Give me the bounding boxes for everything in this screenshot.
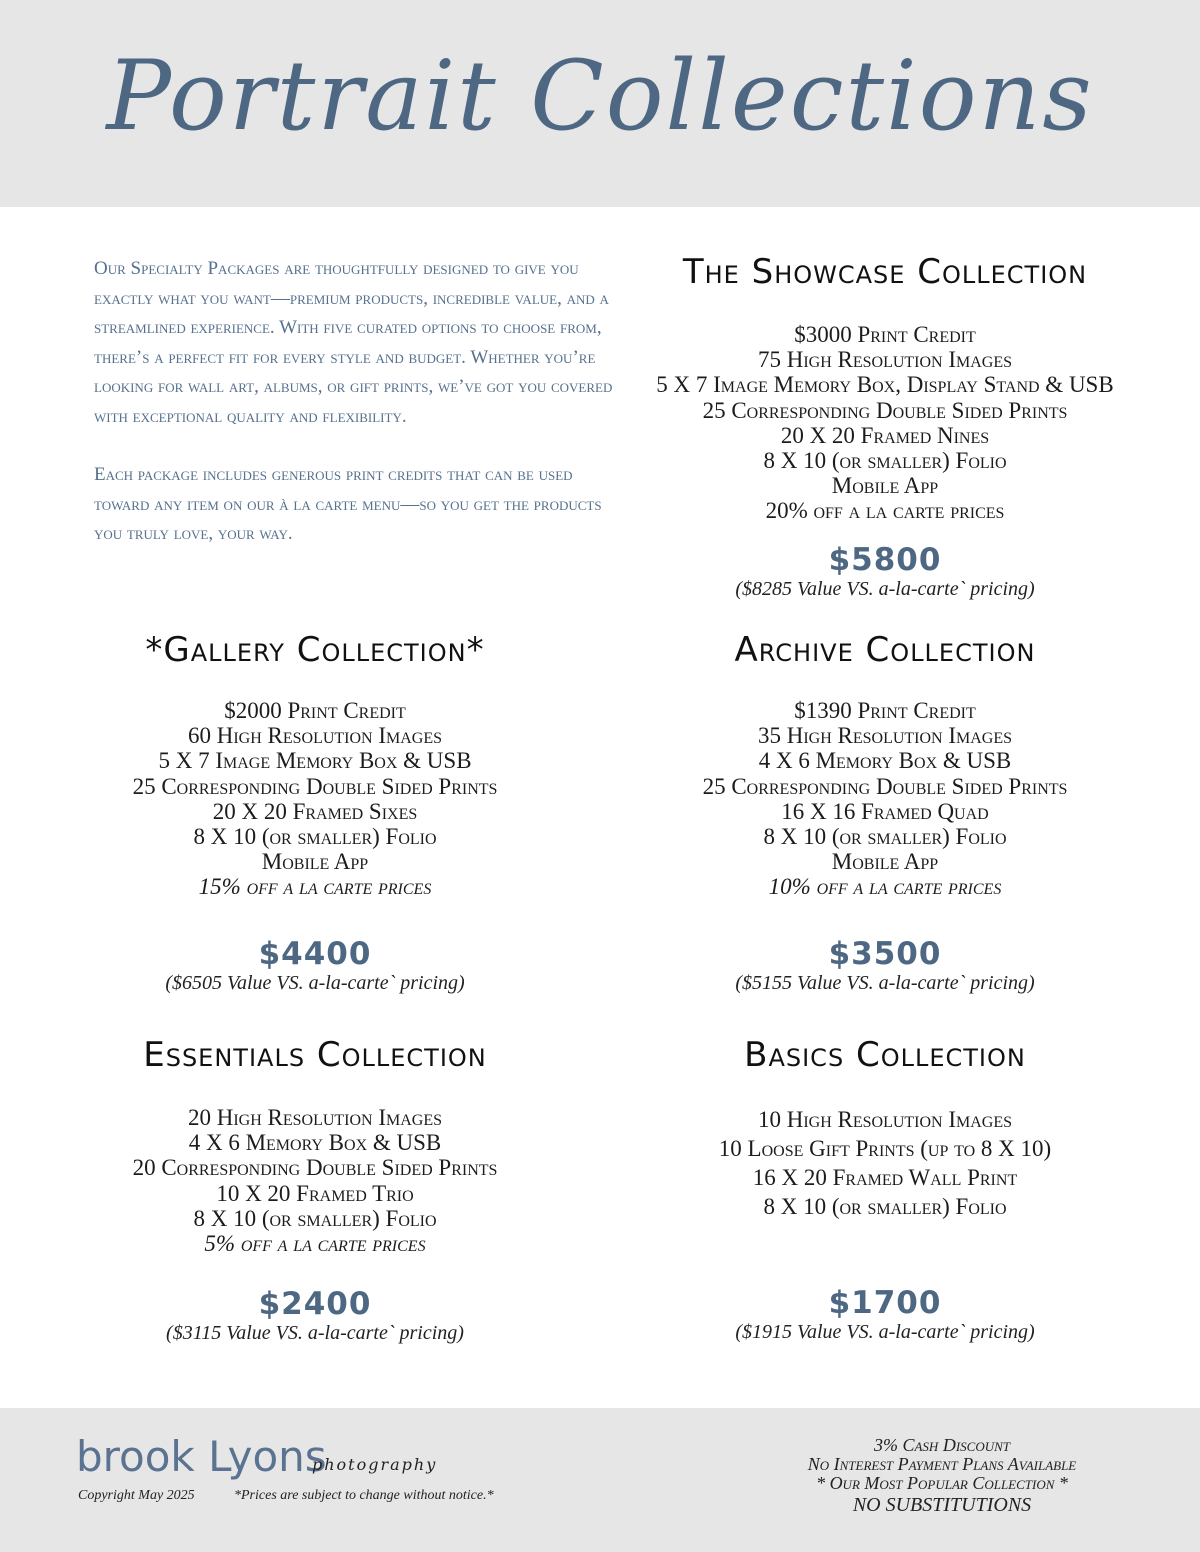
item: 8 X 10 (or smaller) Folio	[763, 448, 1007, 474]
item: Mobile App	[831, 849, 939, 875]
item: 75 High Resolution Images	[757, 347, 1013, 373]
item: 5 X 7 Image Memory Box, Display Stand & USB	[656, 372, 1114, 398]
note-payment-plans: No Interest Payment Plans Available	[807, 1454, 1077, 1474]
item: Mobile App	[261, 849, 369, 875]
collection-price: $5800	[828, 541, 942, 578]
intro-paragraph-1: Our Specialty Packages are thoughtfully designed to give you exactly what you want—premium products, incredible value, and a streamlined experience. With five curated options to choose from, there’s a perfect fit for every style and budget. Whether you’re looking for wall art, albums, or gift prints, we’ve got you covered with exceptional quality and flexibility.	[94, 258, 613, 427]
note-no-substitutions: NO SUBSTITUTIONS	[852, 1494, 1032, 1516]
collection-value: ($8285 Value VS. a-la-carte` pricing)	[735, 577, 1035, 600]
brand-logo-sub: photography	[312, 1455, 438, 1474]
item: 15% off a la carte prices	[198, 874, 432, 900]
item: 10% off a la carte prices	[768, 874, 1002, 900]
collection-title: Archive Collection	[734, 630, 1036, 670]
item: 16 X 20 Framed Wall Print	[752, 1165, 1018, 1190]
item: 20 X 20 Framed Sixes	[212, 798, 418, 824]
item: 10 Loose Gift Prints (up to 8 X 10)	[718, 1136, 1052, 1161]
item: 25 Corresponding Double Sided Prints	[132, 773, 498, 799]
item: 5% off a la carte prices	[204, 1231, 426, 1257]
collection-price: $2400	[258, 1286, 372, 1323]
item: 20% off a la carte prices	[765, 498, 1005, 524]
collection-title: Basics Collection	[744, 1035, 1026, 1075]
item: 5 X 7 Image Memory Box & USB	[158, 748, 472, 774]
collection-items	[590, 322, 1180, 524]
basics-collection	[590, 1035, 1180, 1344]
collection-value: ($5155 Value VS. a-la-carte` pricing)	[735, 971, 1035, 994]
essentials-collection	[20, 1035, 610, 1345]
item: 20 Corresponding Double Sided Prints	[132, 1155, 498, 1181]
item: 8 X 10 (or smaller) Folio	[763, 824, 1007, 850]
archive-collection	[590, 630, 1180, 995]
item: 35 High Resolution Images	[757, 723, 1013, 749]
collection-title: The Showcase Collection	[682, 252, 1088, 292]
item: 4 X 6 Memory Box & USB	[188, 1130, 442, 1156]
item: $3000 Print Credit	[794, 322, 976, 347]
collection-value: ($6505 Value VS. a-la-carte` pricing)	[165, 971, 465, 994]
collection-items	[590, 698, 1180, 900]
item: 20 X 20 Framed Nines	[780, 422, 990, 448]
gallery-collection	[20, 630, 610, 995]
collection-title: Essentials Collection	[143, 1035, 487, 1075]
item: 25 Corresponding Double Sided Prints	[702, 397, 1068, 423]
collection-items	[20, 1105, 610, 1256]
item: 60 High Resolution Images	[187, 723, 443, 749]
price-disclaimer: *Prices are subject to change without notice.*	[234, 1488, 494, 1503]
item: Mobile App	[831, 473, 939, 499]
note-cash-discount: 3% Cash Discount	[873, 1435, 1010, 1455]
collection-items	[590, 1105, 1180, 1221]
intro-paragraph-2: Each package includes generous print credits that can be used toward any item on our à la carte menu—so you get the products you truly love, your way.	[94, 464, 602, 544]
page-title: Portrait Collections	[106, 40, 1094, 152]
collection-price: $4400	[258, 935, 372, 972]
item: $2000 Print Credit	[224, 698, 406, 723]
item: 10 High Resolution Images	[757, 1107, 1013, 1132]
collection-title: *Gallery Collection*	[145, 630, 485, 670]
showcase-collection	[590, 252, 1180, 601]
collection-value: ($1915 Value VS. a-la-carte` pricing)	[735, 1321, 1035, 1343]
item: 8 X 10 (or smaller) Folio	[763, 1194, 1007, 1219]
brand-logo: brook Lyons	[76, 1432, 327, 1481]
note-most-popular: * Our Most Popular Collection *	[816, 1473, 1068, 1493]
footer-notes	[762, 1436, 1122, 1515]
item: 16 X 16 Framed Quad	[781, 798, 989, 824]
item: 8 X 10 (or smaller) Folio	[193, 824, 437, 850]
collection-items	[20, 698, 610, 900]
item: 20 High Resolution Images	[187, 1105, 443, 1130]
collection-price: $1700	[828, 1285, 942, 1321]
item: 4 X 6 Memory Box & USB	[758, 748, 1012, 774]
copyright: Copyright May 2025	[78, 1488, 195, 1503]
item: 25 Corresponding Double Sided Prints	[702, 773, 1068, 799]
item: 8 X 10 (or smaller) Folio	[193, 1205, 437, 1231]
item: $1390 Print Credit	[794, 698, 976, 723]
item: 10 X 20 Framed Trio	[216, 1180, 414, 1206]
collection-price: $3500	[828, 935, 942, 972]
collection-value: ($3115 Value VS. a-la-carte` pricing)	[166, 1322, 464, 1345]
intro-text	[94, 254, 614, 549]
